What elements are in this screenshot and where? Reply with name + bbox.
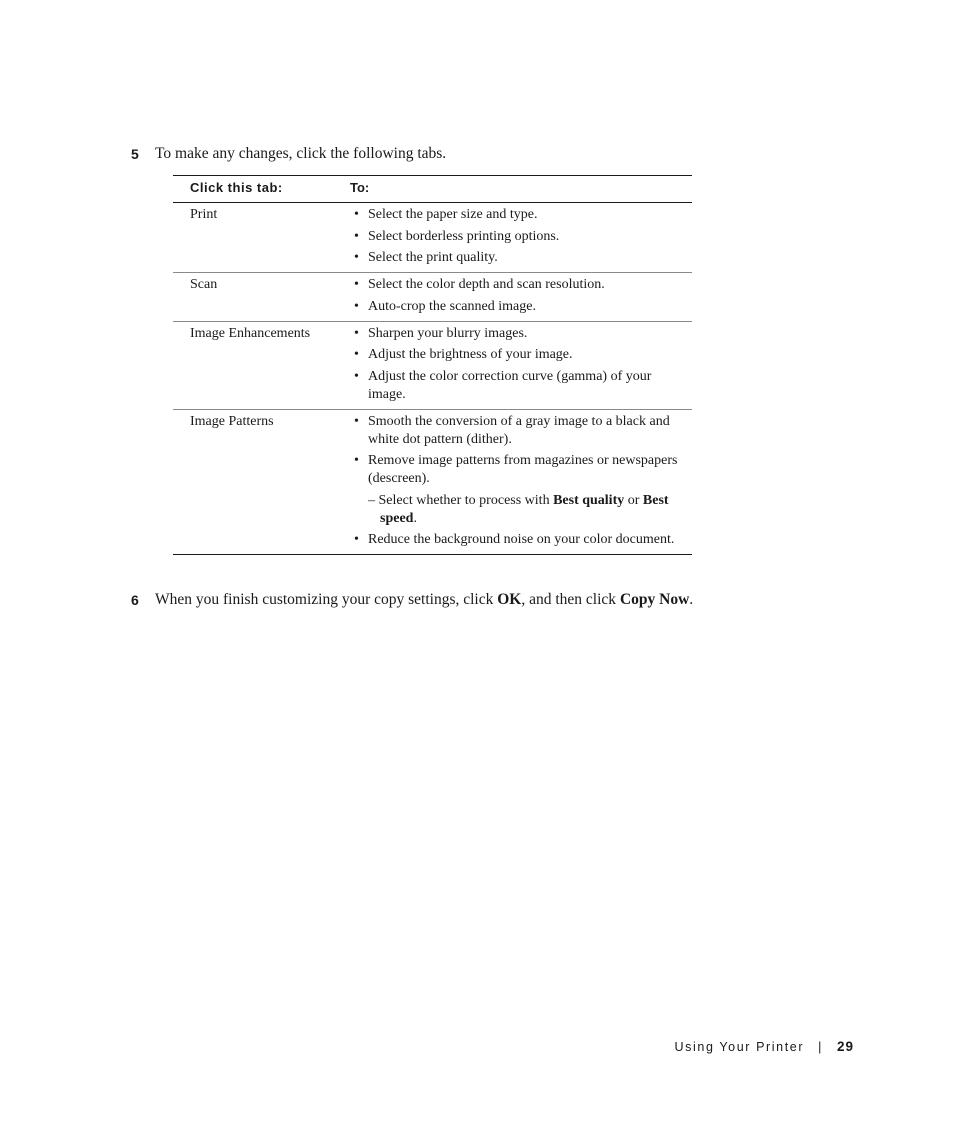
copy-now-label: Copy Now [619, 591, 690, 608]
table-row-image-patterns [173, 410, 692, 555]
table-row-scan [173, 273, 692, 322]
dash: – [368, 492, 375, 508]
list-item: • Select the paper size and type. [354, 206, 684, 224]
step-number: 5 [131, 146, 139, 162]
step-text: To make any changes, click the following tabs. [155, 145, 447, 162]
list-item: • Adjust the color correction curve (gamma) of your image. [354, 368, 684, 404]
step-text [155, 590, 693, 610]
list-item: • Reduce the background noise on your color document. [354, 531, 684, 549]
footer-separator: | [818, 1040, 823, 1054]
footer-section: Using Your Printer [674, 1040, 805, 1054]
tab-name: Image Patterns [190, 413, 274, 429]
or-text: or [627, 492, 640, 508]
step-text-mid: , and then click [521, 591, 617, 608]
list-item: • Sharpen your blurry images. [354, 325, 684, 343]
best-quality-option: Best quality [553, 492, 625, 508]
list-item: • Remove image patterns from magazines or newspapers (descreen). [354, 452, 684, 488]
list-item: • Select the color depth and scan resolution. [354, 276, 684, 294]
list-item: • Select borderless printing options. [354, 228, 684, 246]
table-row-image-enhancements [173, 322, 692, 410]
tab-name: Print [190, 207, 218, 222]
list-item: • Smooth the conversion of a gray image to a black and white dot pattern (dither). [354, 413, 684, 449]
sub-end: . [413, 510, 417, 526]
list-item: • Auto-crop the scanned image. [354, 298, 684, 316]
page-footer [675, 1039, 854, 1054]
header-to: To: [350, 180, 370, 195]
tab-table [173, 175, 692, 555]
sub-list-item [354, 492, 684, 528]
tab-name: Scan [190, 277, 218, 292]
sub-prefix: Select whether to process with [378, 492, 550, 508]
step-text-before: When you finish customizing your copy settings, click [155, 591, 494, 608]
ok-label: OK [497, 591, 522, 608]
step-number: 6 [131, 592, 139, 608]
table-header [173, 176, 692, 203]
list-item: • Adjust the brightness of your image. [354, 346, 684, 364]
list-item: • Select the print quality. [354, 249, 684, 267]
header-click-this-tab: Click this tab: [190, 180, 283, 195]
best-speed-option: Best speed [380, 492, 669, 526]
page-number: 29 [836, 1039, 854, 1054]
tab-name: Image Enhancements [190, 325, 311, 341]
table-row-print [173, 203, 692, 273]
step-text-end: . [689, 591, 694, 608]
